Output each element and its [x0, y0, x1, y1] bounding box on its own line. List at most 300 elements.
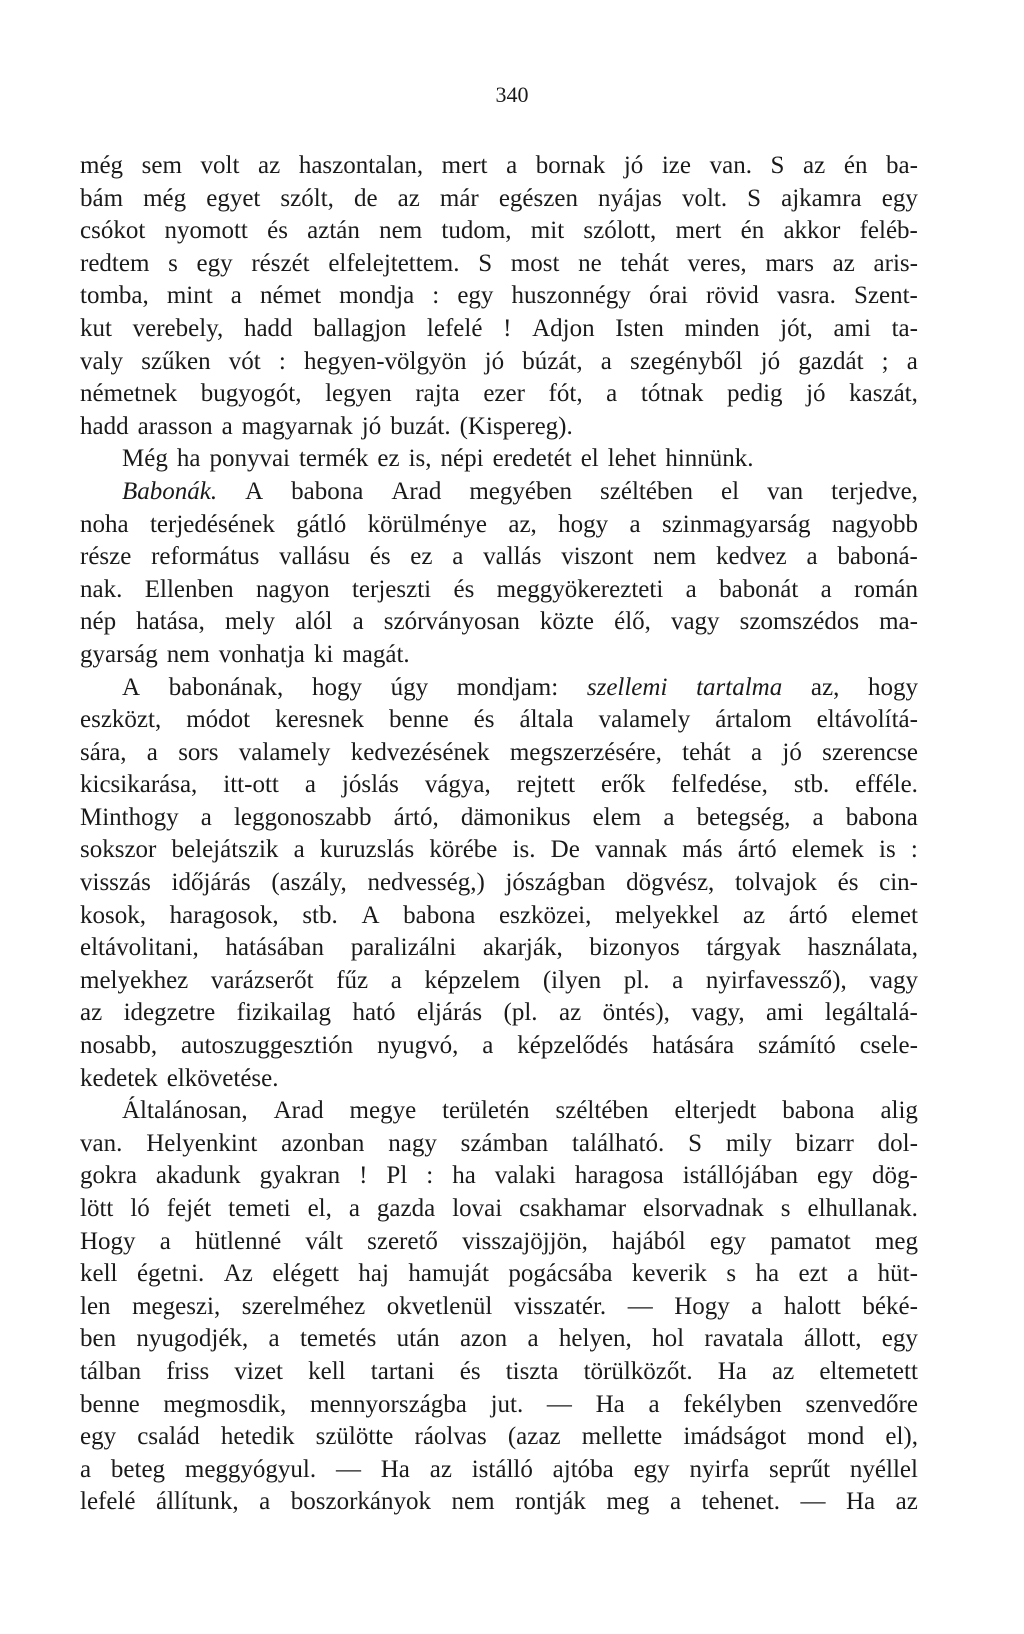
word: redtem	[80, 249, 150, 277]
word: állítunk,	[156, 1488, 239, 1516]
word: lehet	[607, 445, 657, 473]
word: mint	[166, 282, 213, 310]
word: a	[304, 771, 316, 799]
word: a	[293, 836, 305, 864]
word: tehenet.	[701, 1488, 780, 1516]
word: idegzetre	[123, 999, 216, 1027]
word: széltében	[555, 1097, 649, 1125]
word: meggyökerezteti	[496, 575, 664, 603]
text-line	[80, 1030, 918, 1063]
word: szórványosan	[383, 608, 520, 636]
word: tárgyak	[706, 934, 781, 962]
word: sára,	[80, 738, 127, 766]
word: fekélyben	[683, 1390, 782, 1418]
word: el,	[307, 1195, 332, 1222]
word: nyéllel	[849, 1455, 918, 1483]
word: az,	[508, 510, 537, 538]
word: dol-	[877, 1129, 918, 1157]
word: ballagjon	[313, 314, 407, 342]
word: s	[780, 1195, 791, 1222]
word: a	[629, 510, 641, 538]
word: nyirfa	[689, 1455, 750, 1483]
word: a	[606, 380, 618, 408]
word: baboná-	[837, 543, 918, 571]
word: (azaz	[507, 1423, 561, 1451]
word: égetni.	[136, 1260, 205, 1288]
word: megmosdik,	[163, 1390, 287, 1418]
word: ezt	[798, 1260, 828, 1288]
word: lefelé	[80, 1488, 136, 1516]
text-line	[80, 1258, 918, 1291]
word: alig	[880, 1097, 918, 1125]
word: eredetét	[492, 445, 572, 473]
word: tehát	[682, 738, 731, 766]
word: azonban	[281, 1129, 365, 1157]
word: ravatala	[704, 1325, 784, 1353]
word: mellette	[581, 1423, 663, 1451]
word: nyugvó,	[377, 1032, 459, 1060]
word: én	[843, 152, 868, 179]
word: A	[122, 673, 141, 701]
word: dögvész,	[626, 869, 715, 897]
word: De	[550, 836, 580, 864]
word: visszajöjjön,	[462, 1227, 588, 1255]
word: terjeszti	[351, 575, 432, 603]
word: a	[146, 738, 158, 766]
text-line	[80, 411, 918, 444]
word: (aszály,	[271, 869, 347, 897]
word: dämonikus	[460, 803, 571, 831]
word: (Kispereg).	[459, 412, 573, 440]
word: nagyon	[255, 575, 330, 603]
word: Arad	[273, 1097, 324, 1125]
word: babonának,	[168, 673, 284, 701]
word: jót,	[780, 314, 813, 342]
text-line	[80, 997, 918, 1030]
word: cin-	[879, 869, 918, 897]
word: kicsikarása,	[80, 771, 198, 799]
word: volt	[200, 152, 240, 179]
word: ló	[130, 1195, 150, 1222]
word: rejtett	[516, 771, 576, 799]
word: terjedve,	[831, 477, 918, 505]
word: az	[803, 152, 826, 179]
word: területén	[442, 1097, 530, 1125]
text-line	[80, 1421, 918, 1454]
word: és	[473, 706, 495, 734]
word: volt.	[681, 184, 728, 212]
text-line	[80, 183, 918, 216]
word: a	[390, 966, 402, 994]
text-line	[80, 150, 918, 183]
word: szegényből	[630, 347, 743, 375]
word: !	[359, 1162, 368, 1190]
word: :	[278, 347, 286, 375]
text-line	[80, 1454, 918, 1487]
word: tálban	[80, 1357, 142, 1385]
word: magát.	[342, 640, 410, 668]
word: fejét	[166, 1195, 212, 1222]
word: család	[137, 1423, 200, 1451]
word: a	[806, 543, 818, 571]
word: babona	[845, 803, 918, 831]
word: S	[688, 1129, 703, 1157]
word: stb.	[793, 771, 830, 799]
text-line	[80, 672, 918, 705]
word: még	[80, 152, 124, 179]
text-line	[80, 346, 918, 379]
word: vonhatja	[218, 640, 305, 668]
word: feléb-	[859, 217, 918, 245]
word: mely	[224, 608, 275, 636]
word: varázserőt	[210, 966, 314, 994]
word: visszatér.	[513, 1292, 607, 1320]
word: az	[895, 1488, 918, 1516]
word: keresnek	[275, 706, 364, 734]
word: nép	[80, 608, 117, 636]
word: mit	[530, 217, 565, 245]
word: a	[230, 282, 242, 310]
text-line	[80, 378, 918, 411]
word: béké-	[862, 1292, 918, 1320]
word: imádságot	[683, 1423, 787, 1451]
word: körülménye	[367, 510, 487, 538]
word: lefelé	[426, 314, 483, 342]
word: képzelődés	[517, 1032, 629, 1060]
word: szerencse	[822, 738, 918, 766]
word: számban	[460, 1129, 549, 1157]
word: a	[672, 966, 684, 994]
word: keverik	[631, 1260, 707, 1288]
word: hadd	[80, 412, 129, 440]
word: vizet	[234, 1357, 283, 1385]
text-line	[80, 1226, 918, 1259]
word: nem	[451, 1488, 495, 1516]
text-line	[80, 1128, 918, 1161]
word: református	[151, 543, 260, 571]
word: lött	[80, 1195, 114, 1222]
word: visszás	[80, 869, 151, 897]
text-line	[80, 280, 918, 313]
word: ha	[755, 1260, 780, 1288]
word: bornak	[535, 152, 606, 179]
word: halott	[783, 1292, 841, 1320]
word: valamely	[598, 706, 691, 734]
word: vált	[305, 1227, 343, 1255]
word: csókot	[80, 217, 146, 245]
word: fót,	[548, 380, 583, 408]
word: a	[847, 1260, 859, 1288]
word: jó	[782, 738, 802, 766]
word: eszközt,	[80, 706, 162, 734]
word: megyében	[469, 477, 573, 505]
word: valamely	[238, 738, 331, 766]
word: elkövetése.	[166, 1064, 279, 1092]
word: jó	[361, 412, 382, 440]
word: hogy	[311, 673, 362, 701]
word: szólt,	[280, 184, 334, 212]
word: más	[682, 836, 723, 864]
word: szólott,	[583, 217, 657, 245]
word: S	[770, 152, 785, 179]
word: jó	[806, 380, 826, 408]
word: hol	[652, 1325, 685, 1353]
word: boszorkányok	[290, 1488, 432, 1516]
word: úgy	[390, 673, 429, 701]
word: a	[482, 1032, 494, 1060]
text-line	[80, 737, 918, 770]
word: hatására	[652, 1032, 735, 1060]
word: tartani	[370, 1357, 435, 1385]
word: hamuját	[408, 1260, 489, 1288]
word: babonát	[719, 575, 799, 603]
word: belejátszik	[171, 836, 279, 864]
word: is,	[408, 445, 432, 473]
word: vagy	[869, 966, 918, 994]
word: akadunk	[155, 1162, 241, 1190]
word: része	[80, 543, 132, 571]
word: babona	[291, 477, 364, 505]
word: itt-ott	[223, 771, 279, 799]
word: van	[767, 477, 804, 505]
word: pamatot	[770, 1227, 851, 1255]
word: állott,	[803, 1325, 862, 1353]
word: az	[80, 999, 103, 1027]
text-line	[80, 834, 918, 867]
word: az	[397, 184, 420, 212]
word: egy	[881, 1325, 918, 1353]
word: haszontalan,	[298, 152, 424, 179]
word: gyakran	[259, 1162, 341, 1190]
word: elterjedt	[674, 1097, 757, 1125]
text-line	[80, 867, 918, 900]
word: van.	[709, 152, 752, 179]
word: ami	[765, 999, 804, 1027]
word: :	[432, 282, 440, 310]
word: ta-	[891, 314, 918, 342]
word: és	[369, 543, 391, 571]
word: valaki	[494, 1162, 556, 1190]
word: kedetek	[80, 1064, 158, 1092]
word: a	[663, 803, 675, 831]
word: elemet	[851, 901, 918, 929]
word: azon	[459, 1325, 508, 1353]
word: fizikailag	[236, 999, 332, 1027]
word: módot	[186, 706, 251, 734]
word: jóslás	[341, 771, 399, 799]
word: paralizálni	[350, 934, 457, 962]
word: mond	[807, 1423, 865, 1451]
word: erők	[601, 771, 646, 799]
word: a	[751, 738, 763, 766]
word: hetedik	[220, 1423, 295, 1451]
word: minden	[684, 314, 760, 342]
word: pogácsába	[508, 1260, 613, 1288]
word: egy	[816, 1162, 854, 1190]
word: a	[751, 1292, 763, 1320]
word: szellemi	[586, 673, 668, 701]
word: gátló	[296, 510, 347, 538]
word: elem	[592, 803, 642, 831]
text-line	[80, 1063, 918, 1096]
word: Még	[122, 445, 168, 473]
word: nem	[379, 217, 423, 245]
word: eljárás	[416, 999, 483, 1027]
word: istálló	[471, 1455, 533, 1483]
word: jut.	[490, 1390, 524, 1418]
word: nosabb,	[80, 1032, 158, 1060]
word: széltében	[600, 477, 694, 505]
word: a	[600, 347, 612, 375]
word: körébe	[429, 836, 498, 864]
word: közte	[539, 608, 595, 636]
word: csakhamar	[519, 1195, 627, 1222]
word: ami	[833, 314, 871, 342]
word: Szent-	[853, 282, 918, 310]
word: dög-	[872, 1162, 918, 1190]
text-line	[80, 1095, 918, 1128]
word: vallásu	[279, 543, 350, 571]
word: huszonnégy	[511, 282, 631, 310]
word: tartalma	[696, 673, 783, 701]
word: ne	[578, 249, 602, 277]
word: hatása,	[136, 608, 205, 636]
word: az	[742, 901, 766, 929]
word: friss	[166, 1357, 210, 1385]
word: az	[558, 999, 582, 1027]
text-line	[80, 541, 918, 574]
text-line	[80, 443, 918, 476]
word: a	[221, 412, 233, 440]
word: Ha	[845, 1488, 876, 1516]
word: Hogy	[80, 1227, 136, 1255]
text-line	[80, 1291, 918, 1324]
word: A	[245, 477, 264, 505]
text-line	[80, 1160, 918, 1193]
word: ha	[176, 445, 201, 473]
word: ártalom	[715, 706, 792, 734]
word: a	[648, 1390, 660, 1418]
word: tiszta	[505, 1357, 559, 1385]
word: jószágban	[505, 869, 606, 897]
word: tehát	[620, 249, 669, 277]
word: beteg	[110, 1455, 166, 1483]
word: a	[348, 1195, 360, 1222]
word: nak.	[80, 575, 123, 603]
word: órai	[649, 282, 688, 310]
word: buzát.	[390, 412, 451, 440]
word: pl.	[623, 966, 650, 994]
word: megye	[349, 1097, 417, 1125]
word: megszerzésére,	[509, 738, 662, 766]
word: stb.	[302, 901, 338, 929]
word: és	[453, 575, 475, 603]
word: :	[910, 836, 918, 864]
word: pedig	[726, 380, 783, 408]
text-line	[80, 932, 918, 965]
text-line	[80, 802, 918, 835]
word: az	[258, 152, 281, 179]
word: ha	[452, 1162, 476, 1190]
word: melyekhez	[80, 966, 189, 994]
word: vasra.	[776, 282, 836, 310]
word: elfelejtettem.	[328, 249, 460, 277]
word: ma-	[879, 608, 918, 636]
word: lovai	[452, 1195, 503, 1222]
word: haragosok,	[169, 901, 279, 929]
word: nyomott	[164, 217, 248, 245]
word: hogy	[558, 510, 609, 538]
word: tudom,	[441, 217, 512, 245]
word: ajtóba	[552, 1455, 614, 1483]
word: szülötte	[315, 1423, 394, 1451]
word: hajából	[612, 1227, 686, 1255]
word: nagy	[388, 1129, 437, 1157]
text-line	[80, 574, 918, 607]
word: elsorvadnak	[643, 1195, 764, 1222]
word: sokszor	[80, 836, 157, 864]
word: egészen	[498, 184, 578, 212]
word: —	[335, 1455, 361, 1483]
word: számító	[758, 1032, 836, 1060]
text-line	[80, 1389, 918, 1422]
word: Pl	[386, 1162, 408, 1190]
word: időjárás	[171, 869, 251, 897]
word: benne	[80, 1390, 140, 1418]
word: —	[627, 1292, 653, 1320]
word: magyarnak	[241, 412, 353, 440]
word: jó	[623, 152, 644, 179]
text-line	[80, 769, 918, 802]
word: megeszi,	[132, 1292, 221, 1320]
text-line	[80, 900, 918, 933]
word: mily	[725, 1129, 772, 1157]
word: részét	[251, 249, 310, 277]
word: mert	[675, 217, 722, 245]
word: haj	[358, 1260, 389, 1288]
word: s	[168, 249, 178, 277]
word: mondjam:	[456, 673, 559, 701]
word: vannak	[594, 836, 668, 864]
word: meggyógyul.	[184, 1455, 317, 1483]
word: legyen	[325, 380, 392, 408]
word: kut	[80, 314, 112, 342]
word: található.	[571, 1129, 665, 1157]
word: len	[80, 1292, 111, 1320]
word: termék	[298, 445, 369, 473]
word: a	[268, 1325, 280, 1353]
text-line	[80, 965, 918, 998]
word: az	[429, 1455, 452, 1483]
word: babona	[782, 1097, 855, 1125]
word: kell	[308, 1357, 346, 1385]
word: gyarság	[80, 640, 158, 668]
text-line	[80, 215, 918, 248]
word: Hogy	[674, 1292, 730, 1320]
word: Isten	[615, 314, 664, 342]
word: felfedése,	[671, 771, 768, 799]
word: jó	[484, 347, 505, 375]
word: haragosa	[574, 1162, 664, 1190]
word: ártó	[737, 836, 777, 864]
text-line	[80, 1323, 918, 1356]
word: a	[669, 1488, 682, 1516]
text-line	[80, 248, 918, 281]
word: mennyországba	[310, 1390, 467, 1418]
word: az,	[810, 673, 840, 701]
word: hogy	[868, 673, 918, 701]
word: kaszát,	[849, 380, 918, 408]
